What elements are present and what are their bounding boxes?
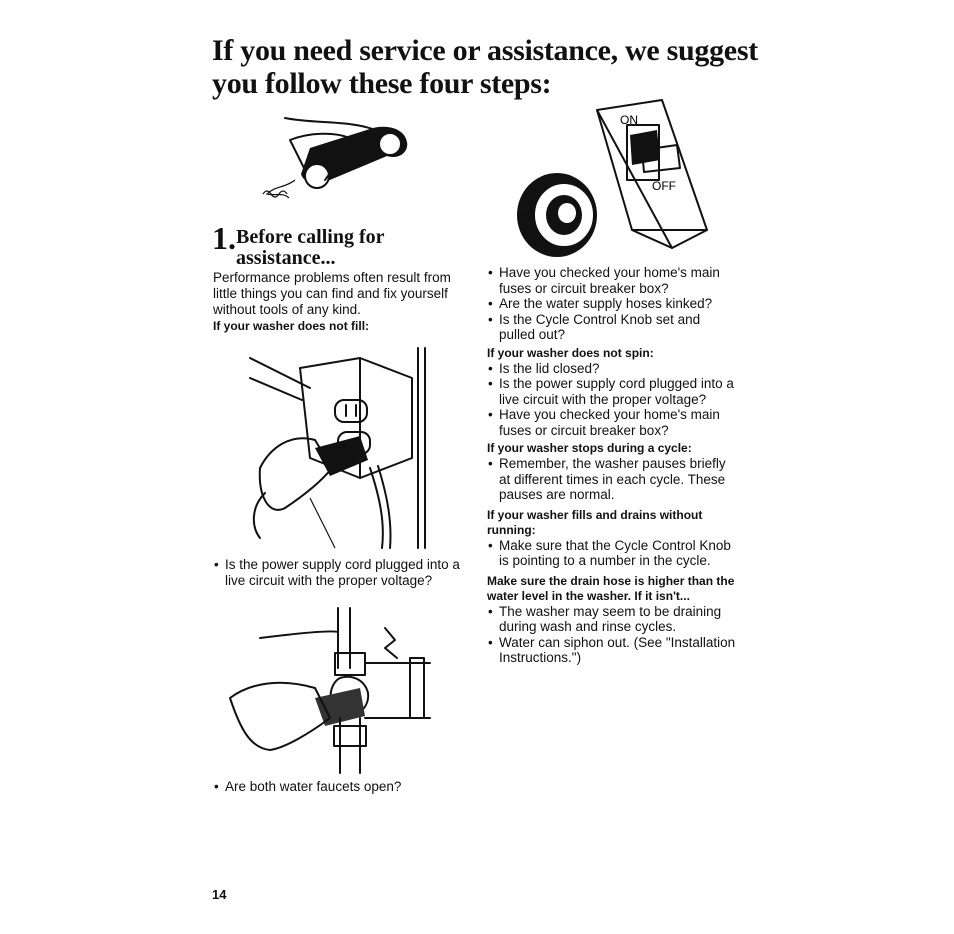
page-title: If you need service or assistance, we suggest you follow these four steps: [212, 34, 758, 100]
list-item: • The washer may seem to be draining during wash and rinse cycles. [487, 604, 737, 635]
list-item: • Water can siphon out. (See "Installation Instructions.") [487, 635, 737, 666]
list-item: • Remember, the washer pauses briefly at different times in each cycle. These pauses are normal. [487, 456, 737, 503]
drain-hose-heading: Make sure the drain hose is higher than the water level in the washer. If it isn't... [487, 573, 735, 603]
fill-heading: If your washer does not fill: [213, 319, 370, 333]
list-item: • Is the power supply cord plugged into a live circuit with the proper voltage? [487, 376, 737, 407]
fill-bullets-a [213, 557, 468, 588]
list-item: • Make sure that the Cycle Control Knob is pointing to a number in the cycle. [487, 538, 737, 569]
breaker-on-label: ON [620, 113, 638, 127]
drain-hose-bullets [487, 604, 737, 666]
left-column-bottom [213, 779, 468, 795]
fuse-breaker-illustration [512, 100, 712, 260]
list-item: • Is the Cycle Control Knob set and pulled out? [487, 312, 737, 343]
right-column [487, 265, 737, 666]
list-item: • Have you checked your home's main fuses or circuit breaker box? [487, 265, 737, 296]
list-item: • Is the lid closed? [487, 361, 737, 377]
faucet-illustration [230, 608, 440, 773]
spin-heading: If your washer does not spin: [487, 345, 654, 360]
fills-drains-bullets [487, 538, 737, 569]
list-item: • Are both water faucets open? [213, 779, 468, 795]
left-column-top [213, 270, 461, 334]
fill-bullets-b [213, 779, 468, 795]
list-item: • Are the water supply hoses kinked? [487, 296, 737, 312]
fills-drains-heading: If your washer fills and drains without running: [487, 507, 703, 537]
step-number: 1. [212, 220, 236, 256]
list-item: • Have you checked your home's main fuses or circuit breaker box? [487, 407, 737, 438]
stops-bullets [487, 456, 737, 503]
outlet-plug-illustration [240, 348, 440, 548]
stops-heading: If your washer stops during a cycle: [487, 441, 692, 455]
page-number: 14 [212, 887, 227, 902]
spin-bullets [487, 361, 737, 439]
list-item: • Is the power supply cord plugged into a live circuit with the proper voltage? [213, 557, 468, 588]
step-title: Before calling for assistance... [236, 226, 385, 269]
breaker-off-label: OFF [652, 179, 676, 193]
intro-paragraph: Performance problems often result from little things you can find and fix yourself without tools of any kind. [213, 270, 451, 317]
left-column-middle [213, 557, 468, 588]
fill-bullets-continued [487, 265, 737, 343]
telephone-illustration [255, 110, 415, 205]
